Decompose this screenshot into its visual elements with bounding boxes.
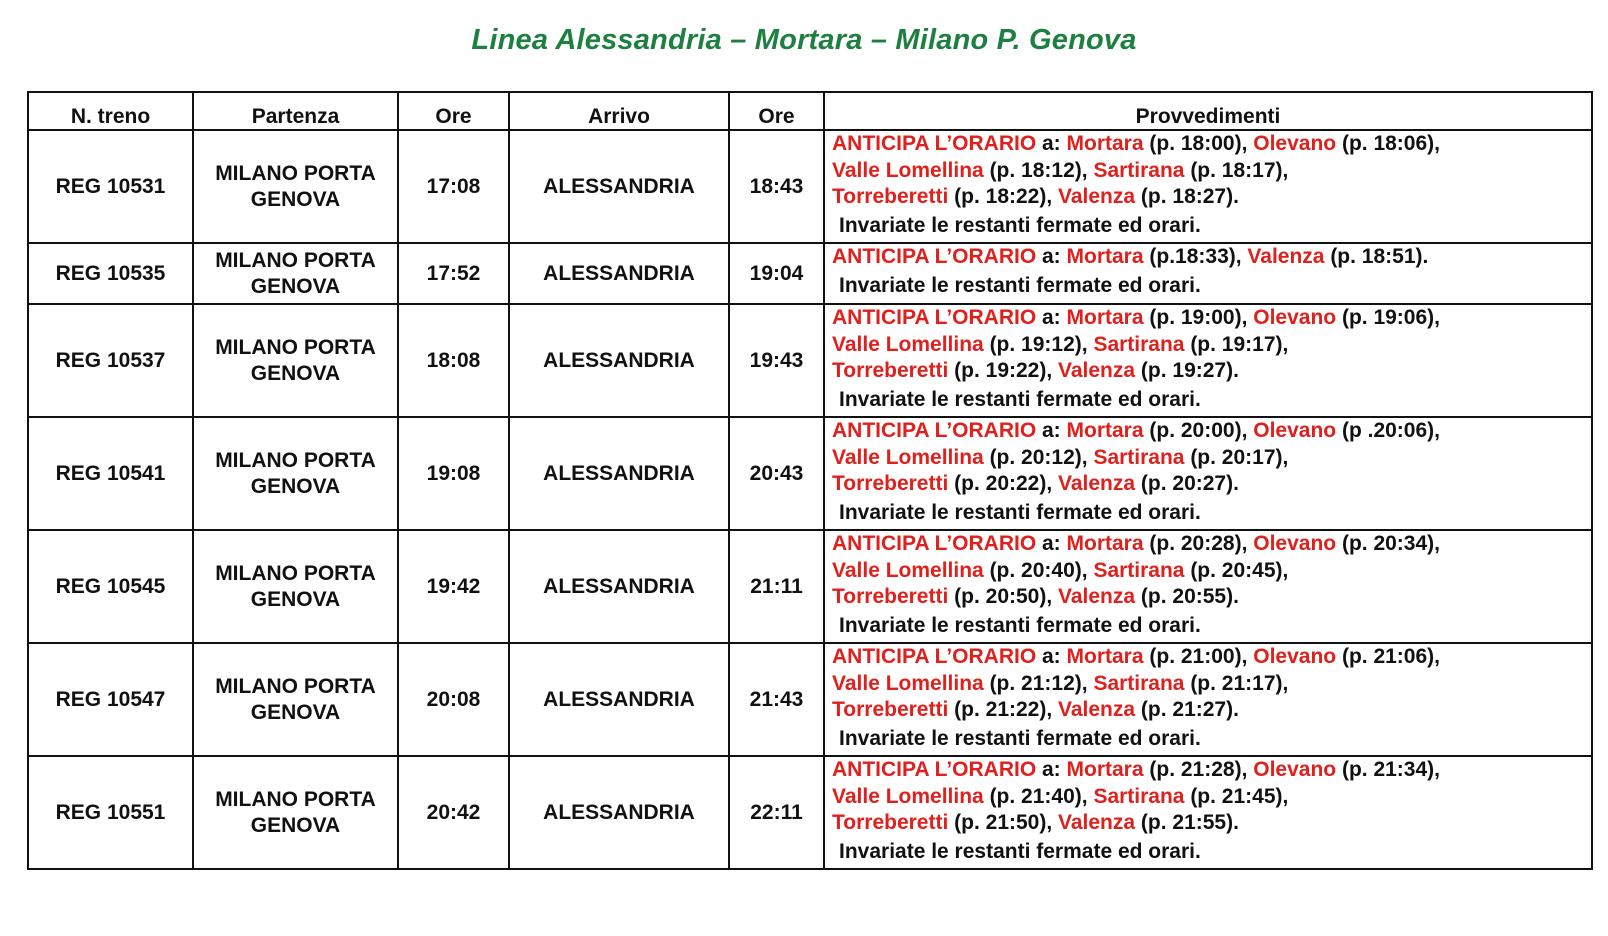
highlighted-text: Olevano xyxy=(1253,645,1337,668)
measure-text: (p. 18:51). xyxy=(1324,245,1429,268)
measure-text: (p. 20:00), xyxy=(1143,419,1254,442)
table-row xyxy=(28,530,1592,643)
measures-cell xyxy=(824,643,1592,756)
table-row xyxy=(28,243,1592,304)
measure-text: (p .20:06), xyxy=(1336,419,1440,442)
arrival-cell: ALESSANDRIA xyxy=(509,243,729,304)
header-arrival: Arrivo xyxy=(509,92,729,130)
unchanged-stops-note: Invariate le restanti fermate ed orari. xyxy=(839,213,1201,237)
measure-text: (p. 18:06), xyxy=(1336,132,1440,155)
highlighted-text: ANTICIPA L’ORARIO xyxy=(832,758,1037,781)
measure-text: (p. 21:22), xyxy=(948,698,1059,721)
measure-line xyxy=(832,697,1591,724)
measure-line xyxy=(832,184,1591,211)
measure-text: (p. 20:28), xyxy=(1143,532,1254,555)
measure-line xyxy=(832,244,1591,271)
arrival-time-cell: 19:04 xyxy=(729,243,824,304)
header-departure: Partenza xyxy=(193,92,398,130)
highlighted-text: Torreberetti xyxy=(832,698,949,721)
measures-cell xyxy=(824,417,1592,530)
highlighted-text: Olevano xyxy=(1253,419,1337,442)
highlighted-text: Mortara xyxy=(1066,532,1144,555)
measure-text: (p. 19:00), xyxy=(1143,306,1254,329)
table-row xyxy=(28,417,1592,530)
measure-line xyxy=(832,671,1591,698)
highlighted-text: Valle Lomellina xyxy=(832,671,984,695)
measure-text: (p. 20:55). xyxy=(1135,585,1239,608)
measure-text: a: xyxy=(1036,532,1067,555)
measure-text: (p. 18:00), xyxy=(1143,132,1254,155)
arrival-cell: ALESSANDRIA xyxy=(509,417,729,530)
measure-text: (p. 20:40), xyxy=(983,558,1094,582)
highlighted-text: Mortara xyxy=(1066,245,1144,268)
table-row xyxy=(28,304,1592,417)
header-measures: Provvedimenti xyxy=(824,92,1592,130)
highlighted-text: Valenza xyxy=(1058,811,1136,834)
highlighted-text: Mortara xyxy=(1066,132,1144,155)
highlighted-text: Valle Lomellina xyxy=(832,158,984,182)
train-number-cell: REG 10547 xyxy=(28,643,193,756)
measure-text: (p. 21:50), xyxy=(948,811,1059,834)
highlighted-text: Mortara xyxy=(1066,758,1144,781)
departure-time-cell: 19:08 xyxy=(398,417,509,530)
unchanged-stops-note: Invariate le restanti fermate ed orari. xyxy=(839,387,1201,411)
departure-cell: MILANO PORTA GENOVA xyxy=(193,417,398,530)
measure-text: a: xyxy=(1036,245,1067,268)
measure-text: (p.18:33), xyxy=(1143,245,1248,268)
highlighted-text: ANTICIPA L’ORARIO xyxy=(832,306,1037,329)
highlighted-text: Sartirana xyxy=(1093,158,1185,182)
train-number-cell: REG 10531 xyxy=(28,130,193,243)
measure-text: (p. 19:22), xyxy=(948,359,1059,382)
measure-line xyxy=(832,471,1591,498)
unchanged-stops-note: Invariate le restanti fermate ed orari. xyxy=(839,726,1201,750)
arrival-cell: ALESSANDRIA xyxy=(509,530,729,643)
measure-text: (p. 18:17), xyxy=(1184,158,1289,182)
measure-text: (p. 21:00), xyxy=(1143,645,1254,668)
arrival-time-cell: 21:43 xyxy=(729,643,824,756)
departure-cell: MILANO PORTA GENOVA xyxy=(193,243,398,304)
measures-cell xyxy=(824,130,1592,243)
train-number-cell: REG 10537 xyxy=(28,304,193,417)
highlighted-text: Valenza xyxy=(1058,585,1136,608)
unchanged-stops-note: Invariate le restanti fermate ed orari. xyxy=(839,839,1201,863)
highlighted-text: ANTICIPA L’ORARIO xyxy=(832,645,1037,668)
measure-line xyxy=(832,418,1591,445)
highlighted-text: Valle Lomellina xyxy=(832,558,984,582)
measures-cell xyxy=(824,530,1592,643)
measure-text: (p. 21:40), xyxy=(983,784,1094,808)
highlighted-text: Sartirana xyxy=(1093,445,1185,469)
highlighted-text: Valenza xyxy=(1058,359,1136,382)
measure-text: (p. 18:12), xyxy=(983,158,1094,182)
measure-text: (p. 20:50), xyxy=(948,585,1059,608)
measure-text: (p. 20:17), xyxy=(1184,445,1289,469)
measure-text: a: xyxy=(1036,419,1067,442)
departure-cell: MILANO PORTA GENOVA xyxy=(193,130,398,243)
highlighted-text: Olevano xyxy=(1253,532,1337,555)
highlighted-text: Torreberetti xyxy=(832,359,949,382)
measure-text: (p. 18:27). xyxy=(1135,185,1239,208)
departure-cell: MILANO PORTA GENOVA xyxy=(193,304,398,417)
measure-text: (p. 20:34), xyxy=(1336,532,1440,555)
highlighted-text: Olevano xyxy=(1253,758,1337,781)
table-row xyxy=(28,643,1592,756)
highlighted-text: Sartirana xyxy=(1093,784,1185,808)
arrival-time-cell: 18:43 xyxy=(729,130,824,243)
measure-line xyxy=(832,305,1591,332)
measure-line xyxy=(832,358,1591,385)
measure-text: (p. 21:17), xyxy=(1184,671,1289,695)
measure-text: (p. 20:22), xyxy=(948,472,1059,495)
highlighted-text: ANTICIPA L’ORARIO xyxy=(832,532,1037,555)
highlighted-text: Mortara xyxy=(1066,645,1144,668)
arrival-cell: ALESSANDRIA xyxy=(509,756,729,869)
measure-text: (p. 19:27). xyxy=(1135,359,1239,382)
departure-time-cell: 17:08 xyxy=(398,130,509,243)
measure-line xyxy=(832,445,1591,472)
measure-line xyxy=(832,584,1591,611)
highlighted-text: Valenza xyxy=(1058,698,1136,721)
measure-line xyxy=(832,558,1591,585)
arrival-time-cell: 22:11 xyxy=(729,756,824,869)
highlighted-text: ANTICIPA L’ORARIO xyxy=(832,132,1037,155)
highlighted-text: Torreberetti xyxy=(832,585,949,608)
measure-line xyxy=(832,158,1591,185)
measure-text: a: xyxy=(1036,306,1067,329)
highlighted-text: Valle Lomellina xyxy=(832,784,984,808)
highlighted-text: Valenza xyxy=(1058,472,1136,495)
measure-text: (p. 21:28), xyxy=(1143,758,1254,781)
train-number-cell: REG 10541 xyxy=(28,417,193,530)
highlighted-text: Torreberetti xyxy=(832,185,949,208)
highlighted-text: ANTICIPA L’ORARIO xyxy=(832,419,1037,442)
unchanged-stops-note: Invariate le restanti fermate ed orari. xyxy=(839,500,1201,524)
departure-cell: MILANO PORTA GENOVA xyxy=(193,756,398,869)
departure-time-cell: 20:08 xyxy=(398,643,509,756)
highlighted-text: Olevano xyxy=(1253,306,1337,329)
departure-time-cell: 17:52 xyxy=(398,243,509,304)
arrival-cell: ALESSANDRIA xyxy=(509,643,729,756)
highlighted-text: ANTICIPA L’ORARIO xyxy=(832,245,1037,268)
highlighted-text: Olevano xyxy=(1253,132,1337,155)
highlighted-text: Valenza xyxy=(1058,185,1136,208)
train-number-cell: REG 10545 xyxy=(28,530,193,643)
measure-text: (p. 21:45), xyxy=(1184,784,1289,808)
unchanged-stops-note: Invariate le restanti fermate ed orari. xyxy=(839,613,1201,637)
train-number-cell: REG 10551 xyxy=(28,756,193,869)
measure-line xyxy=(832,810,1591,837)
measure-text: (p. 21:27). xyxy=(1135,698,1239,721)
measure-text: a: xyxy=(1036,645,1067,668)
measure-text: (p. 21:55). xyxy=(1135,811,1239,834)
highlighted-text: Mortara xyxy=(1066,419,1144,442)
measure-line xyxy=(832,332,1591,359)
arrival-time-cell: 21:11 xyxy=(729,530,824,643)
arrival-time-cell: 20:43 xyxy=(729,417,824,530)
highlighted-text: Sartirana xyxy=(1093,332,1185,356)
measure-line xyxy=(832,131,1591,158)
page-title: Linea Alessandria – Mortara – Milano P. Genova xyxy=(471,24,1137,56)
measure-text: a: xyxy=(1036,132,1067,155)
measure-line xyxy=(832,784,1591,811)
arrival-cell: ALESSANDRIA xyxy=(509,130,729,243)
measure-text: (p. 21:12), xyxy=(983,671,1094,695)
departure-time-cell: 18:08 xyxy=(398,304,509,417)
measure-text: (p. 20:27). xyxy=(1135,472,1239,495)
header-row xyxy=(28,92,1592,130)
measures-cell xyxy=(824,304,1592,417)
measure-text: (p. 20:45), xyxy=(1184,558,1289,582)
header-arrival-time: Ore xyxy=(729,92,824,130)
measures-cell xyxy=(824,243,1592,304)
measure-line xyxy=(832,531,1591,558)
highlighted-text: Valle Lomellina xyxy=(832,445,984,469)
departure-cell: MILANO PORTA GENOVA xyxy=(193,530,398,643)
departure-time-cell: 19:42 xyxy=(398,530,509,643)
timetable xyxy=(27,91,1593,870)
measure-text: (p. 20:12), xyxy=(983,445,1094,469)
arrival-time-cell: 19:43 xyxy=(729,304,824,417)
train-number-cell: REG 10535 xyxy=(28,243,193,304)
measure-text: (p. 19:06), xyxy=(1336,306,1440,329)
measure-text: a: xyxy=(1036,758,1067,781)
measure-text: (p. 21:34), xyxy=(1336,758,1440,781)
highlighted-text: Torreberetti xyxy=(832,811,949,834)
highlighted-text: Valle Lomellina xyxy=(832,332,984,356)
measures-cell xyxy=(824,756,1592,869)
measure-text: (p. 18:22), xyxy=(948,185,1059,208)
table-row xyxy=(28,130,1592,243)
measure-line xyxy=(832,757,1591,784)
table-row xyxy=(28,756,1592,869)
highlighted-text: Sartirana xyxy=(1093,558,1185,582)
highlighted-text: Sartirana xyxy=(1093,671,1185,695)
departure-cell: MILANO PORTA GENOVA xyxy=(193,643,398,756)
highlighted-text: Valenza xyxy=(1247,245,1325,268)
measure-line xyxy=(832,644,1591,671)
arrival-cell: ALESSANDRIA xyxy=(509,304,729,417)
highlighted-text: Mortara xyxy=(1066,306,1144,329)
highlighted-text: Torreberetti xyxy=(832,472,949,495)
header-departure-time: Ore xyxy=(398,92,509,130)
measure-text: (p. 19:17), xyxy=(1184,332,1289,356)
unchanged-stops-note: Invariate le restanti fermate ed orari. xyxy=(839,273,1201,297)
header-train: N. treno xyxy=(28,92,193,130)
measure-text: (p. 19:12), xyxy=(983,332,1094,356)
departure-time-cell: 20:42 xyxy=(398,756,509,869)
measure-text: (p. 21:06), xyxy=(1336,645,1440,668)
